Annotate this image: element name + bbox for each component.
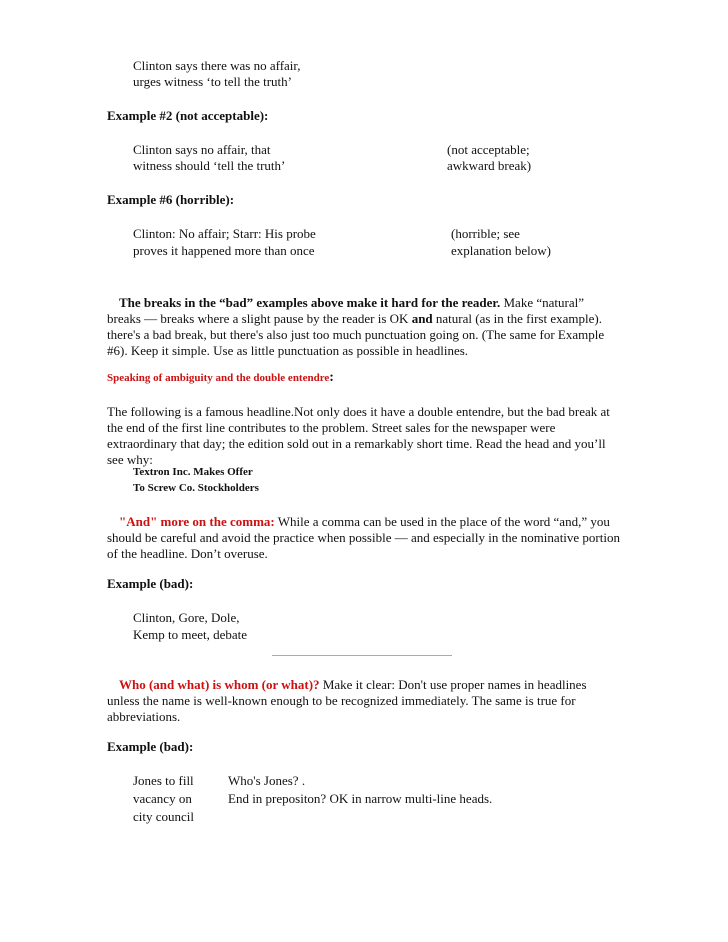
example1-line2: urges witness ‘to tell the truth’ <box>133 74 292 89</box>
breaks-text-b: natural (as in the first example). there's a bad break, but there's also just too much punctuation going on. (The same for Example #6). Keep it simple. Use as little punctuation as possible in headlines. <box>107 311 605 358</box>
whom-note1: Who's Jones? . <box>228 773 306 788</box>
breaks-and: and <box>411 311 433 326</box>
example2-line2: witness should ‘tell the truth’ <box>133 158 286 173</box>
whom-example-line3: city council <box>133 809 195 824</box>
example2-note2: awkward break) <box>447 158 532 173</box>
example2-line1: Clinton says no affair, that <box>133 142 271 157</box>
example6-note2: explanation below) <box>451 243 551 258</box>
comma-example-heading: Example (bad): <box>107 576 194 591</box>
famous-headline-line1: Textron Inc. Makes Offer <box>133 466 253 478</box>
divider-rule <box>272 655 452 656</box>
example6-line2: proves it happened more than once <box>133 243 315 258</box>
whom-example-line2: vacancy on <box>133 791 192 806</box>
breaks-text-a: Make “natural” breaks — breaks where a slight pause by the reader is OK <box>107 295 584 326</box>
example2-heading: Example #2 (not acceptable): <box>107 108 269 123</box>
ambiguity-heading-colon: : <box>329 370 334 385</box>
breaks-lead: The breaks in the “bad” examples above make it hard for the reader. <box>119 295 501 310</box>
example6-line1: Clinton: No affair; Starr: His probe <box>133 226 316 241</box>
comma-heading: "And" more on the comma: <box>119 514 275 529</box>
comma-example-line2: Kemp to meet, debate <box>133 627 248 642</box>
example2-note1: (not acceptable; <box>447 142 530 157</box>
example1-line1: Clinton says there was no affair, <box>133 58 301 73</box>
example6-heading: Example #6 (horrible): <box>107 192 235 207</box>
whom-heading: Who (and what) is whom (or what)? <box>119 677 320 692</box>
whom-note2: End in prepositon? OK in narrow multi-line heads. <box>228 791 493 806</box>
breaks-paragraph <box>107 295 617 359</box>
whom-example-heading: Example (bad): <box>107 739 194 754</box>
comma-paragraph <box>107 514 623 562</box>
comma-example-line1: Clinton, Gore, Dole, <box>133 610 240 625</box>
ambiguity-heading <box>107 370 334 386</box>
whom-example-line1: Jones to fill <box>133 773 194 788</box>
ambiguity-paragraph: The following is a famous headline.Not only does it have a double entendre, but the bad break at the end of the first line contributes to the problem. Street sales for the newspaper were extraordinary that day; the edition sold out in a remarkably short time. Read the head and you’ll see why: <box>107 404 610 467</box>
famous-headline-line2: To Screw Co. Stockholders <box>133 482 259 494</box>
whom-paragraph <box>107 677 612 725</box>
comma-text: While a comma can be used in the place of the word “and,” you should be careful and avoid the practice when possible — and especially in the nominative portion of the headline. Don’t overuse. <box>107 514 620 561</box>
whom-text: Make it clear: Don't use proper names in headlines unless the name is well-known enough to be recognized immediately. The same is true for abbreviations. <box>107 677 587 724</box>
ambiguity-heading-text: Speaking of ambiguity and the double entendre <box>107 372 330 384</box>
example6-note1: (horrible; see <box>451 226 520 241</box>
